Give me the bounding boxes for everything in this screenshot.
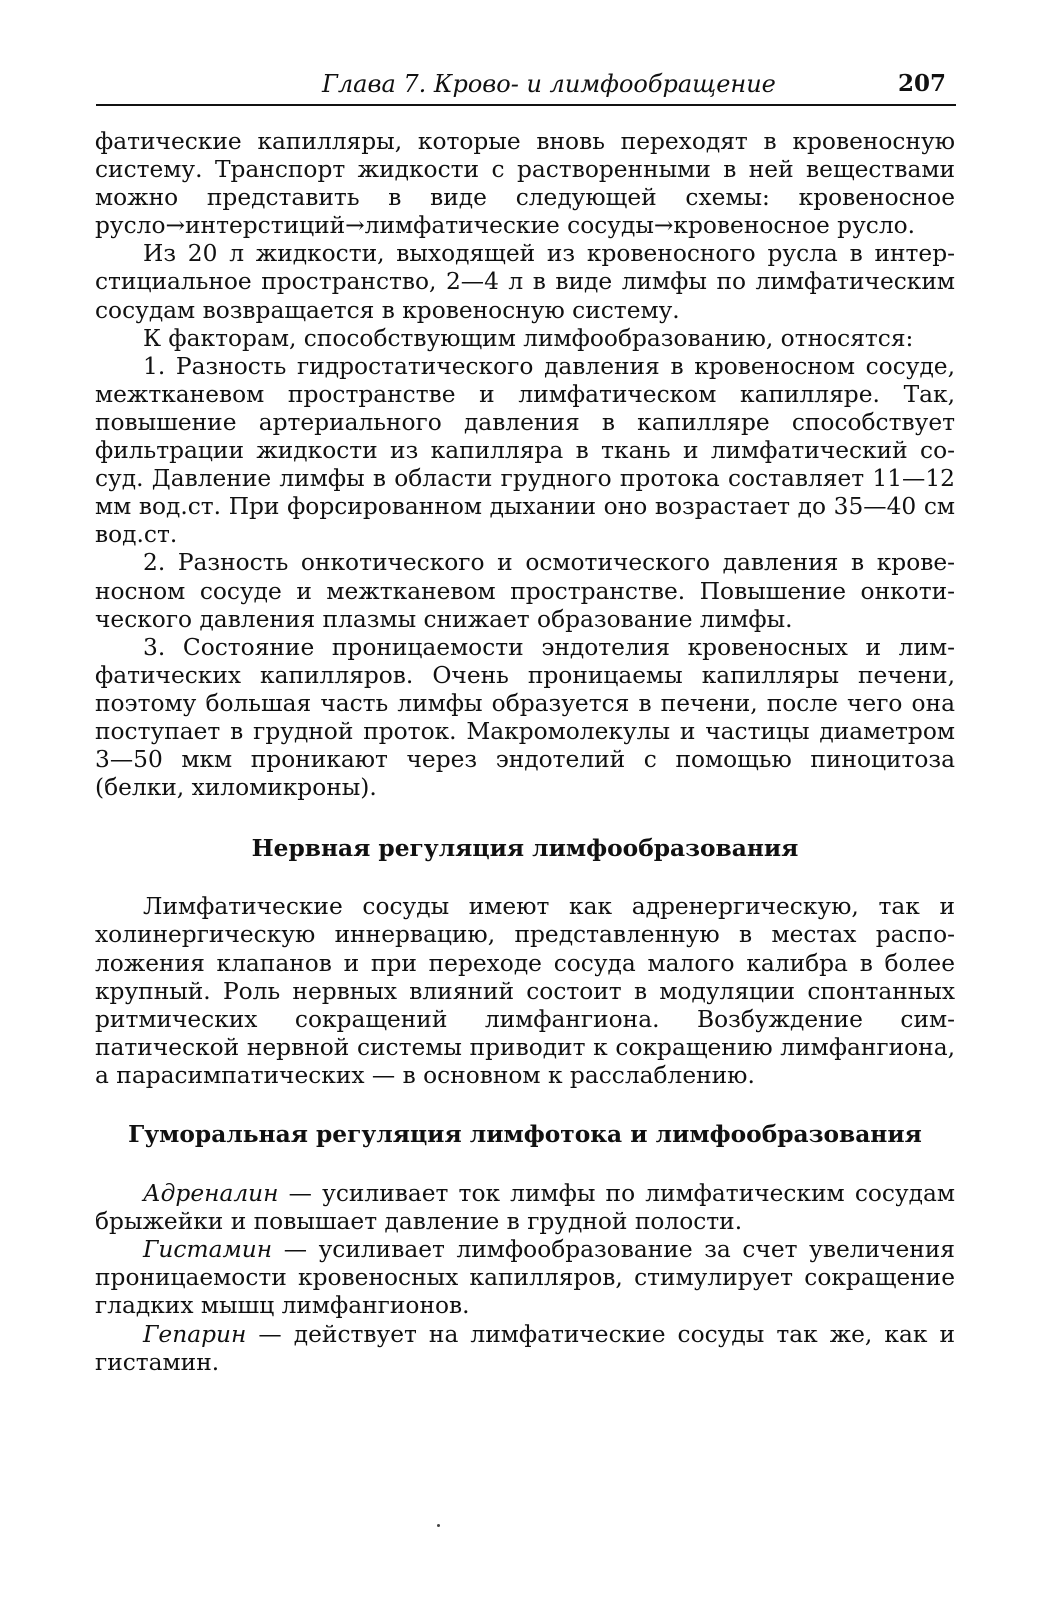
paragraph-factors-intro: К факторам, способствующим лимфообразованию, относятся: [143, 324, 914, 352]
term-histamine: Гистамин [143, 1236, 273, 1264]
paragraph-factor-hydrostatic: 1. Разность гидростатического давления в кровеносном сосуде, межтканевом пространстве и лимфатическом капилляре. Так, повышение артериального давления в капилляре способствует фильтрации жидкости из капилляра в ткань и лимфатический сосуд. Давление лимфы в области грудного протока составляет 11—12 мм вод.ст. При форсированном дыхании оно возрастает до 35—40 см вод.ст. [95, 352, 955, 549]
definition-adrenaline: — усиливает ток лимфы по лимфатическим сосудам брыжейки и повышает давление в грудной полости. [95, 1180, 955, 1236]
section-heading-nervous: Нервная регуляция лимфообразования [251, 835, 799, 863]
section-heading-humoral: Гуморальная регуляция лимфотока и лимфообразования [128, 1121, 922, 1148]
paragraph-fluid-volume: Из 20 л жидкости, выходящей из кровеносного русла в интерстициальное пространство, 2—4 л в виде лимфы по лимфатическим сосудам возвращается в кровеносную систему. [95, 240, 955, 324]
paragraph-nervous-regulation: Лимфатические сосуды имеют как адренергическую, так и холинергическую иннервацию, представленную в местах расположения клапанов и при переходе сосуда малого калибра в более крупный. Роль нервных влияний состоит в модуляции спонтанных ритмических сокращений лимфангиона. Возбуждение симпатической нервной системы приводит к сокращению лимфангиона, а парасимпатических — в основном к расслаблению. [95, 893, 955, 1089]
scan-speck [437, 1524, 440, 1527]
paragraph-adrenaline [95, 1180, 955, 1236]
body-text [95, 128, 955, 1377]
paragraph-transport-scheme: фатические капилляры, которые вновь переходят в кровеносную систему. Транспорт жидкости с растворенными в ней веществами можно представить в виде следующей схемы: кровеносное русло→интерстиций→лимфатические сосуды→кровеносное русло. [95, 128, 955, 240]
term-heparin: Гепарин [143, 1320, 247, 1348]
paragraph-factor-permeability: 3. Состояние проницаемости эндотелия кровеносных и лимфатических капилляров. Очень проницаемы капилляры печени, поэтому большая часть лимфы образуется в печени, после чего она поступает в грудной проток. Макромолекулы и частицы диаметром 3—50 мкм проникают через эндотелий с помощью пиноцитоза (белки, хиломикроны). [95, 633, 955, 802]
paragraph-heparin [95, 1321, 955, 1377]
definition-histamine: — усиливает лимфообразование за счет увеличения проницаемости кровеносных капилляров, стимулирует сокращение гладких мышц лимфангионов. [95, 1236, 955, 1320]
paragraph-factor-oncotic: 2. Разность онкотического и осмотического давления в кровеносном сосуде и межтканевом пространстве. Повышение онкотического давления плазмы снижает образование лимфы. [95, 549, 955, 633]
page-number: 207 [897, 70, 946, 97]
running-header [96, 68, 956, 106]
term-adrenaline: Адреналин [143, 1180, 279, 1208]
definition-heparin: — действует на лимфатические сосуды так же, как и гистамин. [95, 1320, 955, 1376]
paragraph-histamine [95, 1236, 955, 1320]
running-title: Глава 7. Крово- и лимфообращение [322, 70, 776, 98]
